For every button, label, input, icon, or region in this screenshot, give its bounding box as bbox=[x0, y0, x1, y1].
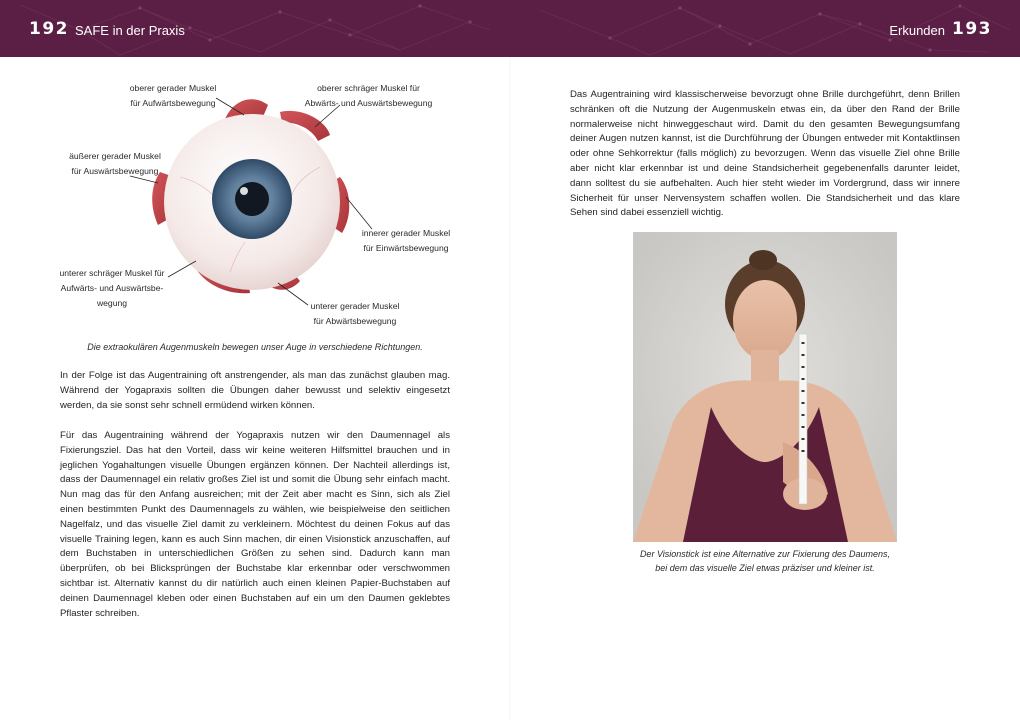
pupil bbox=[235, 182, 269, 216]
page-header bbox=[0, 0, 1020, 57]
photo-figure-caption: Der Visionstick ist eine Alternative zur Fixierung des Daumens, bei dem das visuelle Ziel etwas präziser und kleiner ist. bbox=[639, 549, 891, 573]
label-superior-rectus: oberer gerader Muskel für Aufwärtsbewegung bbox=[129, 83, 217, 108]
label-inferior-rectus: unterer gerader Muskel für Abwärtsbewegung bbox=[310, 301, 400, 326]
right-running-title: Erkunden bbox=[889, 23, 945, 38]
left-page-number: 192 bbox=[29, 19, 69, 39]
left-paragraph-2: Für das Augentraining während der Yogapraxis nutzen wir den Daumennagel als Fixierungsziel. Das hat den Vorteil, dass wir keine weiteren Hilfsmittel brauchen und in jeglichen Yogahaltungen visuelle Übungen ergänzen können. Der Nachteil allerdings ist, dass der Daumennagel ein relativ großes Ziel ist und somit die Übung sehr einfach macht. Nun mag das für den Anfang ausreichen; mit der Zeit aber macht es Sinn, sich als Ziel einen bestimmten Punkt des Daumennagels zu wählen, wie beispielweise den seitlichen Nagelfalz, und das visuelle Ziel damit zu verkleinern. Möchtest du deinen Fokus auf das visuelle Training legen, kann es auch Sinn machen, dir einen Visionstick anzuschaffen, auf dem Buchstaben in unterschiedlichen Größen zu sehen sind. Dadurch kann man überprüfen, ob bei Blicksprüngen der Buchstabe klar erkennbar oder verschwommen sichtbar ist. Alternativ kannst du dir natürlich auch einen kleinen Papier-Buchstaben auf deinen Daumennagel kleben oder einen Buchstaben auf ein um den Daumen geklebtes Pflaster schreiben. bbox=[60, 430, 450, 619]
woman-holding-visionstick-illustration bbox=[633, 232, 897, 542]
label-superior-oblique: oberer schräger Muskel für Abwärts- und Auswärtsbewegung bbox=[304, 83, 433, 108]
left-paragraph-1: In der Folge ist das Augentraining oft anstrengender, als man das zunächst glauben mag. Während der Yogapraxis sollten die Übungen daher bewusst und selektiv eingesetzt werden, da sie sonst sehr schnell ermüdend wirken können. bbox=[60, 370, 450, 411]
eye-figure-caption: Die extraokulären Augenmuskeln bewegen unser Auge in verschiedene Richtungen. bbox=[87, 342, 423, 352]
label-inferior-oblique: unterer schräger Muskel für Aufwärts- und Auswärtsbe- wegung bbox=[59, 268, 165, 308]
label-medial-rectus: innerer gerader Muskel für Einwärtsbewegung bbox=[361, 228, 451, 253]
right-page-number: 193 bbox=[952, 19, 992, 39]
visionstick-photo bbox=[633, 232, 897, 542]
left-running-title: SAFE in der Praxis bbox=[75, 23, 185, 38]
right-paragraph-1: Das Augentraining wird klassischerweise bevorzugt ohne Brille durchgeführt, denn Brillen schränken oft die Nutzung der Augenmuskeln etwas ein, da über den Rand der Brille normalerweise nicht hinweggeschaut wird. Damit du den gesamten Bewegungsumfang deiner Augen nutzen kannst, ist die Durchführung der Übungen entweder mit Kontaktlinsen oder ohne Sehkorrektur (falls möglich) zu bevorzugen. Wenn das visuelle Ziel ohne Brille aber nicht klar erkennbar ist und deine Standsicherheit gegebenenfalls darunter leidet, dann solltest du sie aufbehalten. Auch hier steht wieder im Vordergrund, dass wir innere Sicherheit für unser Nervensystem schaffen wollen. Die Standsicherheit und das klare Sehen sind dabei essenziell wichtig. bbox=[570, 89, 960, 219]
label-lateral-rectus: äußerer gerader Muskel für Auswärtsbewegung bbox=[69, 151, 161, 176]
